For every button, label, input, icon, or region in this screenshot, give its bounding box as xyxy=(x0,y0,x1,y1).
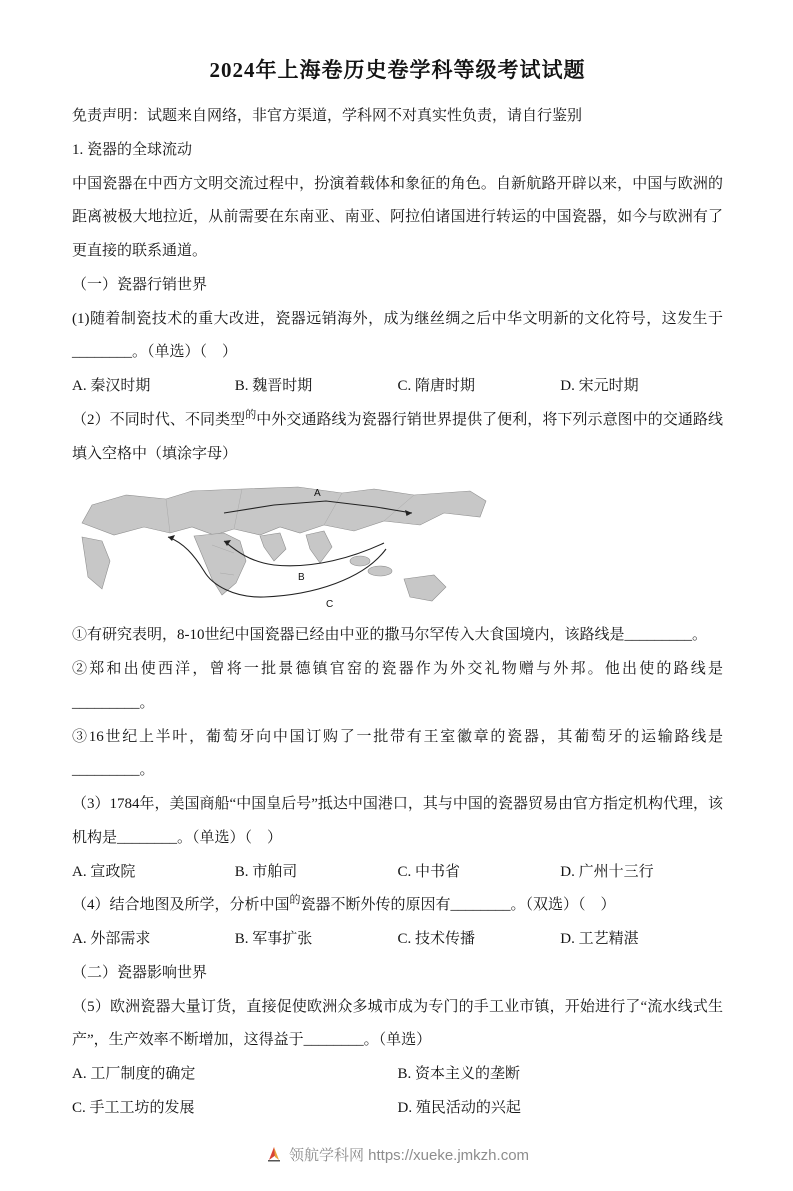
question-2-sub-item-3: ③16世纪上半叶，葡萄牙向中国订购了一批带有王室徽章的瓷器，其葡萄牙的运输路线是_________。 xyxy=(72,728,723,779)
question-4-text xyxy=(72,889,723,923)
continent-america-edge xyxy=(82,537,110,589)
question-3-options xyxy=(72,856,723,890)
question-2-text xyxy=(72,404,723,472)
question-4-text-pre: （4）结合地图及所学，分析中国 xyxy=(72,897,290,914)
continent-africa xyxy=(194,533,246,595)
route-c-label: C xyxy=(326,599,334,611)
option-a: A. 宣政院 xyxy=(72,863,136,880)
part-2-heading: （二）瓷器影响世界 xyxy=(72,964,208,981)
option-a: A. 工厂制度的确定 xyxy=(72,1066,196,1082)
section-1-heading: 1. 瓷器的全球流动 xyxy=(72,141,193,158)
site-footer xyxy=(72,1126,723,1165)
question-2-sub-item-2: ②郑和出使西洋，曾将一批景德镇官窑的瓷器作为外交礼物赠与外邦。他出使的路线是_________。 xyxy=(72,661,723,711)
question-4-raised-char: 的 xyxy=(289,894,301,907)
question-2-text-post: 中外交通路线为瓷器行销世界提供了便利，将下列示意图中的交通路线填入空格中（填涂字母） xyxy=(72,411,723,462)
route-b-label: B xyxy=(298,572,305,584)
option-a: A. 外部需求 xyxy=(72,931,151,947)
option-d: D. 殖民活动的兴起 xyxy=(397,1099,521,1116)
islands-sea-2 xyxy=(368,566,392,576)
question-4-text-post: 瓷器不断外传的原因有________。（双选）（ ） xyxy=(300,897,616,914)
intro-paragraph: 中国瓷器在中西方文明交流过程中，扮演着载体和象征的角色。自新航路开辟以来，中国与欧洲的距离被极大地拉近，从前需要在东南亚、南亚、阿拉伯诸国进行转运的中国瓷器，如今与欧洲有了更直接的联系通道。 xyxy=(72,175,723,259)
question-1-text: (1)随着制瓷技术的重大改进，瓷器远销海外，成为继丝绸之后中华文明新的文化符号，这发生于________。（单选）（ ） xyxy=(72,310,723,361)
part-1-heading: （一）瓷器行销世界 xyxy=(72,276,208,293)
option-d: D. 广州十三行 xyxy=(560,863,654,880)
peninsula-arabia xyxy=(260,533,286,561)
continent-australia xyxy=(404,575,446,601)
option-d: D. 工艺精湛 xyxy=(560,931,639,947)
option-c: C. 中书省 xyxy=(397,863,461,880)
question-5-options-row-1 xyxy=(72,1058,723,1092)
route-map xyxy=(74,483,723,611)
peninsula-india xyxy=(306,531,332,563)
question-2-sub-item-1: ①有研究表明，8-10世纪中国瓷器已经由中亚的撒马尔罕传入大食国境内，该路线是_________。 xyxy=(72,627,707,644)
question-2-text-pre: （2）不同时代、不同类型 xyxy=(72,411,246,428)
option-c: C. 隋唐时期 xyxy=(397,378,476,394)
option-b: B. 魏晋时期 xyxy=(234,378,313,394)
question-5-text: （5）欧洲瓷器大量订货，直接促使欧洲众多城市成为专门的手工业市镇，开始进行了“流水线式生产”，生产效率不断增加，这得益于________。（单选） xyxy=(72,998,723,1049)
question-5-options-row-2 xyxy=(72,1092,723,1126)
question-3-text: （3）1784年，美国商船“中国皇后号”抵达中国港口，其与中国的瓷器贸易由官方指定机构代理，该机构是________。（单选）（ ） xyxy=(72,796,723,846)
page-title: 2024年上海卷历史卷学科等级考试试题 xyxy=(209,58,586,82)
route-a-label: A xyxy=(314,488,321,500)
disclaimer-text: 免责声明：试题来自网络，非官方渠道，学科网不对真实性负责，请自行鉴别 xyxy=(72,108,583,124)
question-2-raised-char: 的 xyxy=(245,408,257,421)
footer-site-link[interactable]: 领航学科网 https://xueke.jmkzh.com xyxy=(288,1146,530,1164)
option-d: D. 宋元时期 xyxy=(560,378,639,394)
islands-sea-1 xyxy=(350,556,370,566)
option-b: B. 市舶司 xyxy=(234,863,298,880)
option-b: B. 军事扩张 xyxy=(234,931,313,947)
option-b: B. 资本主义的垄断 xyxy=(397,1066,521,1082)
world-map-schematic xyxy=(74,483,494,611)
xueke-logo-icon xyxy=(266,1146,282,1162)
option-a: A. 秦汉时期 xyxy=(72,378,151,394)
continent-eurasia xyxy=(82,487,486,535)
option-c: C. 手工工坊的发展 xyxy=(72,1099,195,1116)
option-c: C. 技术传播 xyxy=(397,931,476,947)
question-1-options xyxy=(72,370,723,404)
question-4-options xyxy=(72,923,723,957)
